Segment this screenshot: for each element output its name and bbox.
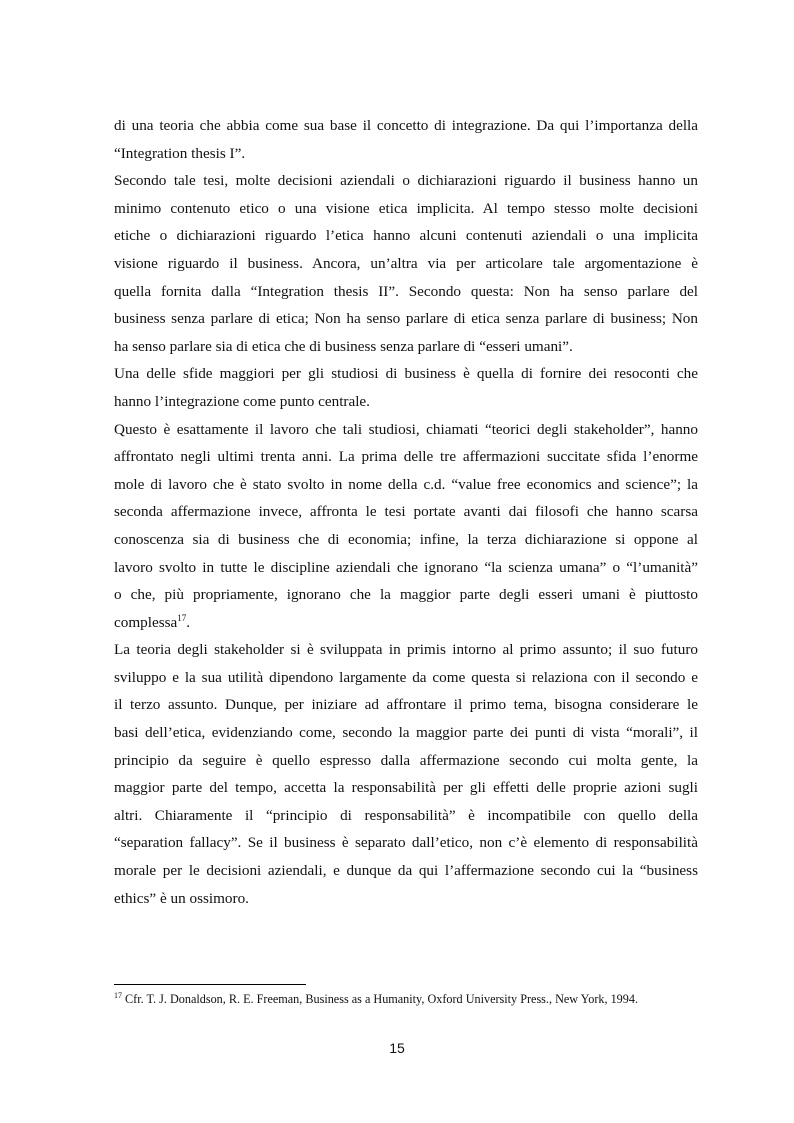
text-line-suffix: . xyxy=(186,613,191,631)
text-line: maggior parte del tempo, accetta la responsabilità per gli effetti delle proprie azioni sugli xyxy=(114,779,698,797)
text-line: sviluppo e la sua utilità dipendono largamente da come questa si relaziona con il secondo e xyxy=(114,668,698,686)
text-line: quella fornita dalla “Integration thesis II”. Secondo questa: Non ha senso parlare del xyxy=(114,282,698,300)
text-line: o che, più propriamente, ignorano che la maggior parte degli esseri umani è piuttosto xyxy=(114,586,698,604)
text-line: lavoro svolto in tutte le discipline aziendali che ignorano “la scienza umana” o “l’umanità” xyxy=(114,558,698,576)
text-line: business senza parlare di etica; Non ha senso parlare di etica senza parlare di business; Non xyxy=(114,310,698,328)
text-line-content: complessa xyxy=(114,613,178,631)
text-line: di una teoria che abbia come sua base il concetto di integrazione. Da qui l’importanza della xyxy=(114,117,698,134)
text-line: “separation fallacy”. Se il business è separato dall’etico, non c’è elemento di responsabilità xyxy=(114,834,698,852)
footnote xyxy=(114,991,714,1007)
text-line: hanno l’integrazione come punto centrale. xyxy=(114,392,370,410)
footnote-reference[interactable]: 17 xyxy=(177,612,187,623)
text-line: Una delle sfide maggiori per gli studiosi di business è quella di fornire dei resoconti che xyxy=(114,365,698,383)
text-line: conoscenza sia di business che di economia; infine, la terza dichiarazione si oppone al xyxy=(114,530,698,548)
footnote-text: Cfr. T. J. Donaldson, R. E. Freeman, Business as a Humanity, Oxford University Press., New York, 1994. xyxy=(122,992,639,1006)
text-line: minimo contenuto etico o una visione etica implicita. Al tempo stesso molte decisioni xyxy=(114,199,698,217)
text-line: affrontato negli ultimi trenta anni. La prima delle tre affermazioni succitate sfida l’enorme xyxy=(114,448,698,466)
body-text xyxy=(114,112,698,912)
text-line-with-footnote xyxy=(114,609,698,637)
text-line: il terzo assunto. Dunque, per iniziare ad affrontare il primo tema, bisogna considerare le xyxy=(114,696,698,714)
text-line: Secondo tale tesi, molte decisioni aziendali o dichiarazioni riguardo il business hanno un xyxy=(114,172,698,190)
text-line: principio da seguire è quello espresso dalla affermazione secondo cui molta gente, la xyxy=(114,751,698,769)
text-line: ha senso parlare sia di etica che di business senza parlare di “esseri umani”. xyxy=(114,337,573,355)
text-line: Questo è esattamente il lavoro che tali studiosi, chiamati “teorici degli stakeholder”, hanno xyxy=(114,420,698,438)
text-line: morale per le decisioni aziendali, e dunque da qui l’affermazione secondo cui la “business xyxy=(114,862,698,880)
text-line: mole di lavoro che è stato svolto in nome della c.d. “value free economics and science”; la xyxy=(114,475,698,493)
text-line: “Integration thesis I”. xyxy=(114,144,246,162)
text-line: ethics” è un ossimoro. xyxy=(114,889,249,907)
text-line: La teoria degli stakeholder si è sviluppata in primis intorno al primo assunto; il suo futuro xyxy=(114,641,698,659)
text-line: altri. Chiaramente il “principio di responsabilità” è incompatibile con quello della xyxy=(114,806,698,824)
footnote-separator xyxy=(114,984,306,985)
text-line: basi dell’etica, evidenziando come, secondo la maggior parte dei punti di vista “morali”, il xyxy=(114,724,698,742)
footnote-number: 17 xyxy=(114,990,122,1000)
text-line: etiche o dichiarazioni riguardo l’etica hanno alcuni contenuti aziendali o una implicita xyxy=(114,227,698,245)
text-line: visione riguardo il business. Ancora, un’altra via per articolare tale argomentazione è xyxy=(114,254,698,272)
text-line: seconda affermazione invece, affronta le tesi portate avanti dai filosofi che hanno scarsa xyxy=(114,503,698,521)
page-number: 15 xyxy=(389,1040,405,1056)
